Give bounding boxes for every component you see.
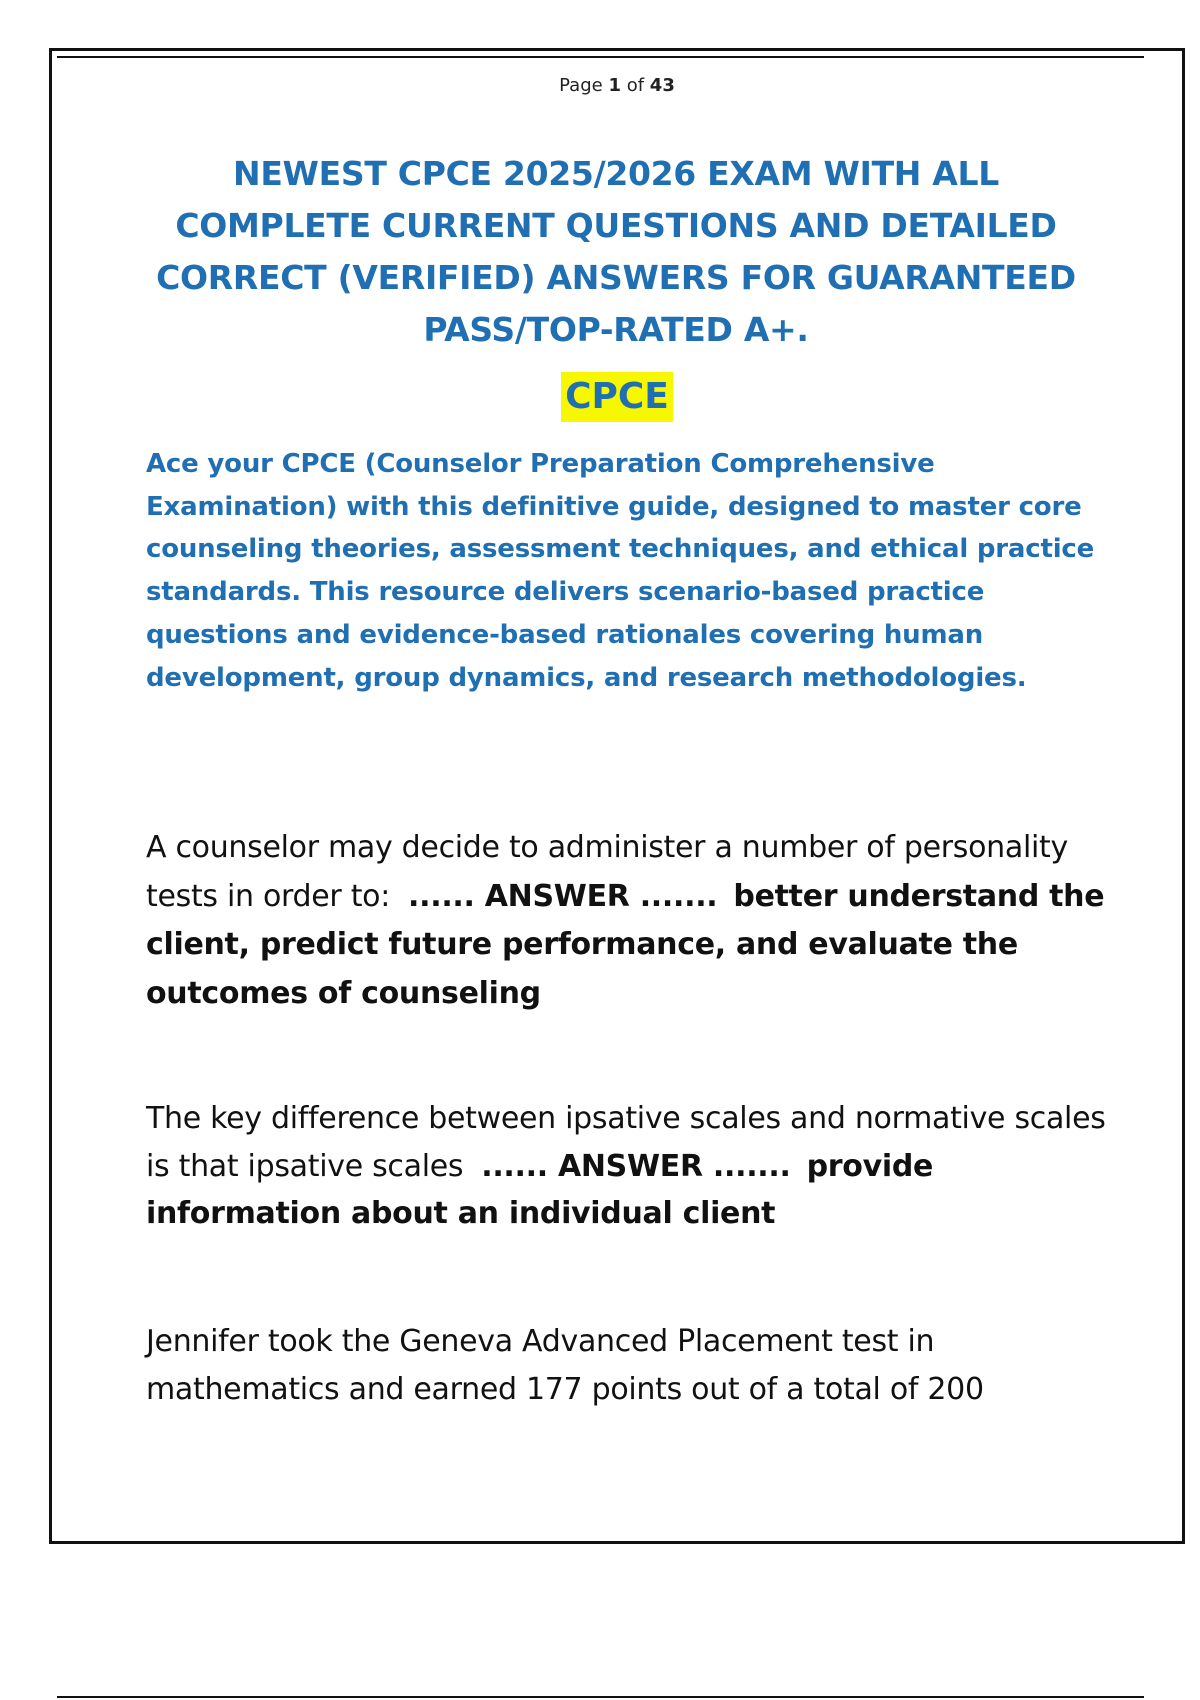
question-block xyxy=(146,824,1106,1018)
question-block xyxy=(146,1318,1106,1414)
question-text: A counselor may decide to administer a number of personality tests in order to: xyxy=(146,830,1068,914)
question-text: Jennifer took the Geneva Advanced Placement test in mathematics and earned 177 points out of a total of 200 xyxy=(146,1324,984,1407)
page-of: of xyxy=(626,75,645,96)
answer-marker: ...... ANSWER ....... xyxy=(481,1148,791,1184)
document-title: NEWEST CPCE 2025/2026 EXAM WITH ALL COMPLETE CURRENT QUESTIONS AND DETAILED CORRECT (VERIFIED) ANSWERS FOR GUARANTEED PASS/TOP-RATED A+. xyxy=(156,154,1076,349)
page-total: 43 xyxy=(649,75,675,96)
bottom-rule xyxy=(57,1696,1144,1698)
page-label: Page xyxy=(559,75,603,96)
page-number xyxy=(0,75,1200,96)
top-rule xyxy=(57,56,1144,58)
question-text: The key difference between ipsative scales and normative scales is that ipsative scales xyxy=(146,1101,1106,1184)
answer-text: better understand the client, predict future performance, and evaluate the outcomes of counseling xyxy=(146,878,1105,1011)
answer-marker: ...... ANSWER ....... xyxy=(408,878,718,914)
answer-text: provide information about an individual client xyxy=(146,1148,934,1231)
intro-paragraph: Ace your CPCE (Counselor Preparation Comprehensive Examination) with this definitive guide, designed to master core counseling theories, assessment techniques, and ethical practice standards. This resource delivers scenario-based practice questions and evidence-based rationales covering human development, group dynamics, and research methodologies. xyxy=(146,449,1095,693)
badge-row xyxy=(0,372,1200,422)
page-current: 1 xyxy=(608,75,621,96)
cpce-highlight: CPCE xyxy=(561,372,673,422)
question-block xyxy=(146,1095,1106,1238)
